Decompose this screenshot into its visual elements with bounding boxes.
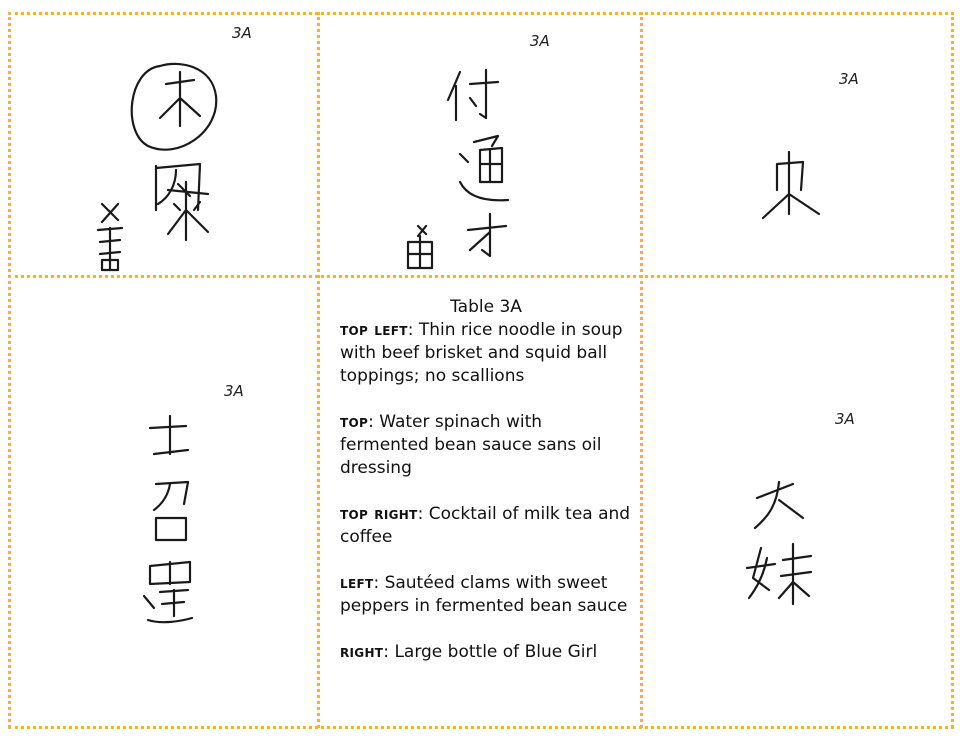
tile-left — [10, 278, 316, 724]
legend-position: top left — [340, 320, 408, 340]
legend-entry-top-left: top left: Thin rice noodle in soup with beef brisket and squid ball toppings; no scallions — [340, 320, 623, 386]
legend-description: Cocktail of milk tea and coffee — [340, 504, 631, 547]
legend-entry-right: right: Large bottle of Blue Girl — [340, 642, 598, 662]
legend-description: Sautéed clams with sweet peppers in fermented bean sauce — [340, 573, 628, 616]
legend-title: Table 3A — [450, 297, 522, 317]
legend-entry-top: top: Water spinach with fermented bean sauce sans oil dressing — [340, 412, 602, 478]
handwriting-right — [643, 278, 950, 724]
svg-text:3A: 3A — [232, 24, 252, 42]
legend-position: top right — [340, 504, 418, 524]
legend-entry-top-right: top right: Cocktail of milk tea and coffee — [340, 504, 631, 547]
grid-line-right — [951, 12, 954, 728]
tile-top — [320, 14, 638, 274]
legend-description: Water spinach with fermented bean sauce sans oil dressing — [340, 412, 602, 478]
handwriting-top — [320, 14, 638, 274]
svg-text:3A: 3A — [835, 410, 855, 428]
legend-entry-left: left: Sautéed clams with sweet peppers in fermented bean sauce — [340, 573, 628, 616]
svg-text:3A: 3A — [839, 70, 859, 88]
grid-line-bottom — [8, 726, 954, 729]
svg-text:3A: 3A — [530, 32, 550, 50]
order-legend — [340, 296, 632, 664]
legend-position: right — [340, 642, 384, 662]
legend-description: Large bottle of Blue Girl — [394, 642, 598, 662]
legend-position: top — [340, 412, 369, 432]
handwriting-left — [10, 278, 316, 724]
tile-top-right — [643, 14, 950, 274]
svg-text:3A: 3A — [224, 382, 244, 400]
handwriting-top-right — [643, 14, 950, 274]
tile-right — [643, 278, 950, 724]
tile-top-left — [10, 14, 316, 274]
legend-description: Thin rice noodle in soup with beef brisket and squid ball toppings; no scallions — [340, 320, 623, 386]
legend-position: left — [340, 573, 374, 593]
handwriting-top-left — [10, 14, 316, 274]
